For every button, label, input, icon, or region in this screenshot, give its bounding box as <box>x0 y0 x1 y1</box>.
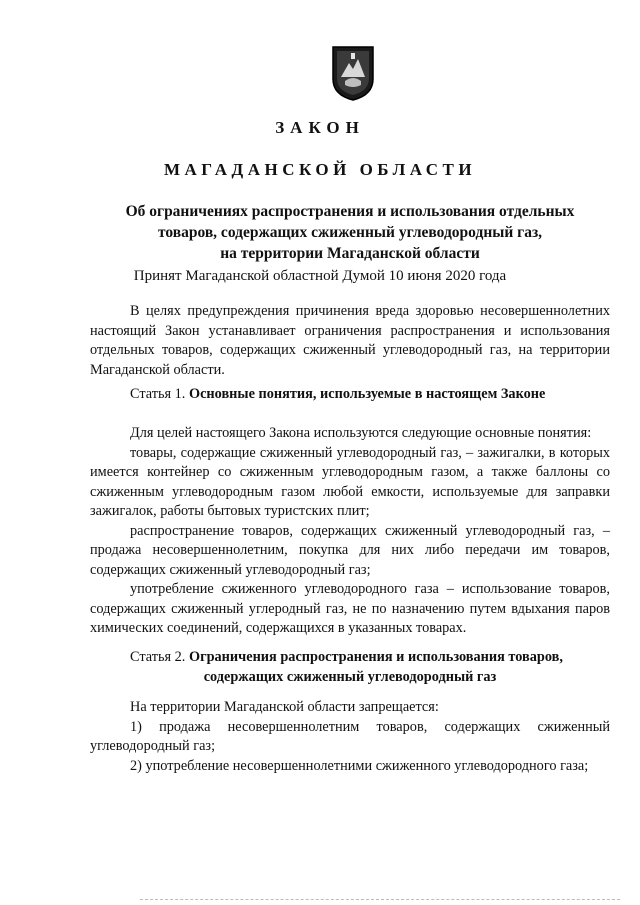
paragraph: употребление сжиженного углеводородного газа – использование товаров, содержащих сжиженный углеродный газ, не по назначению путем вдыхания паров химических соединений, содержащихся в указанных товарах. <box>90 581 610 636</box>
coat-of-arms-emblem <box>331 45 375 101</box>
article-prefix: Статья 2. <box>130 649 186 665</box>
law-name-line: Об ограничениях распространения и использования отдельных <box>125 203 575 220</box>
adoption-date-line: Принят Магаданской областной Думой 10 июня 2020 года <box>133 268 507 284</box>
paragraph: 2) употребление несовершеннолетними сжиженного углеводородного газа; <box>130 757 589 774</box>
law-name <box>60 201 640 264</box>
paragraph: 1) продажа несовершеннолетним товаров, содержащих сжиженный углеводородный газ; <box>90 718 610 754</box>
article-title: содержащих сжиженный углеводородный газ <box>203 668 497 685</box>
article-1-heading <box>130 386 545 403</box>
law-name-line: товаров, содержащих сжиженный углеводородный газ, <box>157 224 543 241</box>
paragraph: На территории Магаданской области запрещается: <box>130 699 439 715</box>
article-prefix: Статья 1. <box>130 386 186 402</box>
preamble-paragraph: В целях предупреждения причинения вреда здоровью несовершеннолетних настоящий Закон устанавливает ограничения распространения и использования отдельных товаров, содержащих сжиженный углеводородный газ, на территории Магаданской области. <box>90 303 610 378</box>
law-title: ЗАКОН <box>275 118 365 137</box>
paragraph: товары, содержащие сжиженный углеводородный газ, – зажигалки, в которых имеется контейнер со сжиженным углеводородным газом, а также баллоны со сжиженным углеводородным газом любой емкости, используемые для заправки зажигалок, работы бытовых туристских плит; <box>90 444 610 519</box>
region-title: МАГАДАНСКОЙ ОБЛАСТИ <box>163 160 477 179</box>
article-2-heading <box>90 648 610 687</box>
paragraph: распространение товаров, содержащих сжиженный углеводородный газ, – продажа несовершеннолетним, покупка для них либо передачи им товаров, содержащих сжиженный углеводородный газ; <box>90 522 610 578</box>
article-1-body <box>90 424 610 639</box>
paragraph: Для целей настоящего Закона используются следующие основные понятия: <box>130 425 592 441</box>
preamble <box>90 302 610 380</box>
article-title: Основные понятия, используемые в настоящем Законе <box>188 386 546 402</box>
article-2-body <box>90 698 610 776</box>
page-bottom-divider <box>140 899 620 900</box>
law-name-line: на территории Магаданской области <box>220 245 480 262</box>
article-title: Ограничения распространения и использования товаров, <box>188 649 563 665</box>
